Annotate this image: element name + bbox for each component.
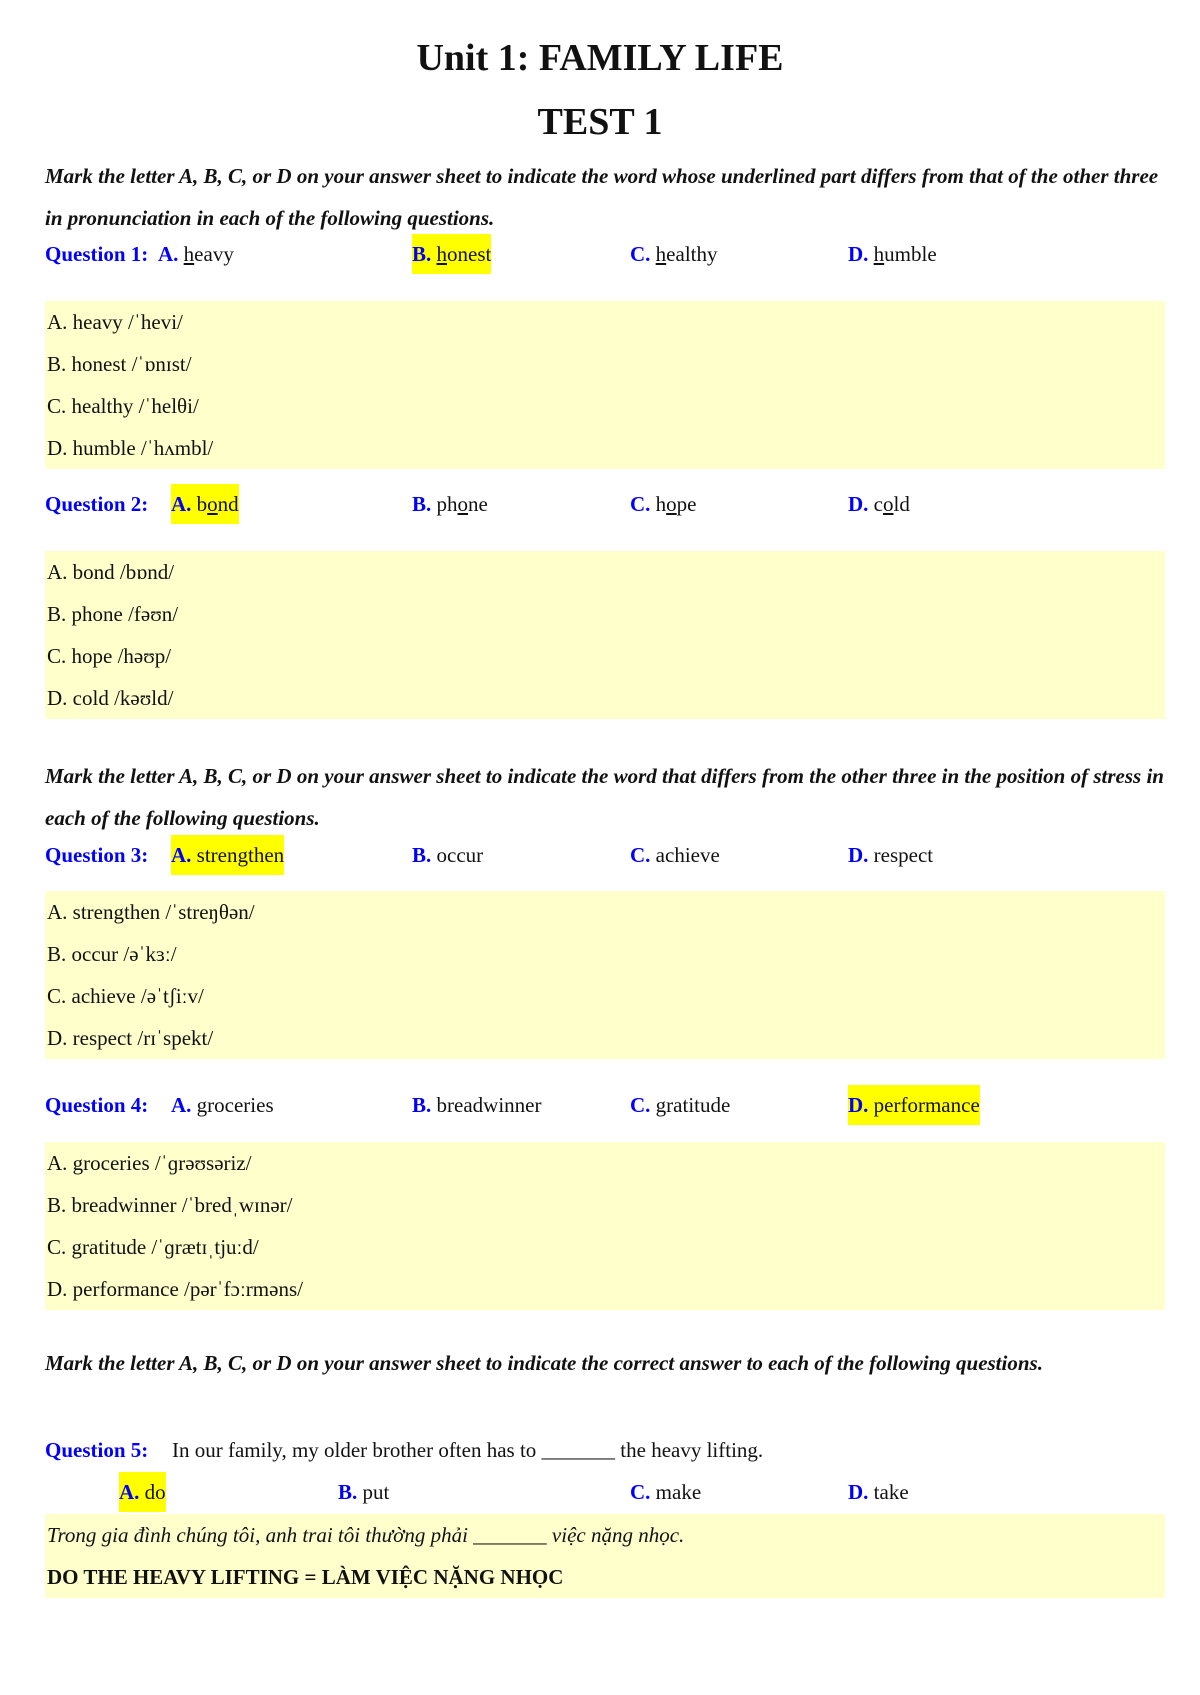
question-5-explanation [45, 1514, 1165, 1598]
question-1-label: Question 1: [45, 242, 149, 266]
question-4-option-c[interactable]: C. gratitude [630, 1093, 731, 1117]
question-4-option-a[interactable]: A. groceries [171, 1093, 274, 1117]
question-2-explanation [45, 551, 1165, 719]
stress-instruction: Mark the letter A, B, C, or D on your answer sheet to indicate the word that differs from the other three in the position of stress in each of the following questions. [45, 764, 1164, 830]
question-3-option-c[interactable]: C. achieve [630, 843, 720, 867]
question-1-option-c[interactable]: C. healthy [630, 242, 718, 266]
explanation-line: D. cold /kəʊld/ [47, 686, 174, 710]
question-1-explanation [45, 301, 1165, 469]
explanation-line: C. gratitude /ˈɡrætɪˌtjuːd/ [47, 1235, 259, 1259]
question-1-option-b[interactable]: B. honest [412, 234, 491, 274]
explanation-line: A. strengthen /ˈstreŋθən/ [47, 900, 255, 924]
explanation-line: A. heavy /ˈhevi/ [47, 310, 183, 334]
pronunciation-instruction: Mark the letter A, B, C, or D on your answer sheet to indicate the word whose underlined part differs from that of the other three in pronunciation in each of the following questions. [45, 164, 1159, 230]
question-3-option-d[interactable]: D. respect [848, 843, 934, 867]
question-3-explanation [45, 891, 1165, 1059]
explanation-line: C. hope /həʊp/ [47, 644, 172, 668]
explanation-line: A. groceries /ˈɡrəʊsəriz/ [47, 1151, 252, 1175]
question-5-option-a[interactable]: A. do [119, 1472, 166, 1512]
question-5-label: Question 5: [45, 1438, 149, 1462]
explanation-line: A. bond /bɒnd/ [47, 560, 175, 584]
explanation-line: C. healthy /ˈhelθi/ [47, 394, 199, 418]
question-5-text: In our family, my older brother often has to _______ the heavy lifting. [172, 1438, 764, 1462]
question-2-option-d[interactable]: D. cold [848, 492, 910, 516]
question-4-option-b[interactable]: B. breadwinner [412, 1093, 542, 1117]
explanation-line: D. humble /ˈhʌmbl/ [47, 436, 214, 460]
question-4-option-d[interactable]: D. performance [848, 1085, 980, 1125]
test-title: TEST 1 [537, 101, 663, 143]
question-4-label: Question 4: [45, 1093, 149, 1117]
document-title: Unit 1: FAMILY LIFE [416, 37, 784, 79]
question-5-option-b[interactable]: B. put [338, 1480, 390, 1504]
question-2-option-b[interactable]: B. phone [412, 492, 488, 516]
question-2-option-a[interactable]: A. bond [171, 484, 239, 524]
explanation-line: C. achieve /əˈtʃiːv/ [47, 984, 204, 1008]
explanation-line: B. honest /ˈɒnɪst/ [47, 352, 192, 376]
question-5-translation: Trong gia đình chúng tôi, anh trai tôi thường phải _______ việc nặng nhọc. [47, 1523, 685, 1547]
question-3-label: Question 3: [45, 843, 149, 867]
question-2-option-c[interactable]: C. hope [630, 492, 697, 516]
question-5-note: DO THE HEAVY LIFTING = LÀM VIỆC NẶNG NHỌC [47, 1565, 564, 1589]
question-3-option-b[interactable]: B. occur [412, 843, 484, 867]
question-1-option-a[interactable]: A. heavy [158, 242, 234, 266]
explanation-line: B. phone /fəʊn/ [47, 602, 179, 626]
explanation-line: B. occur /əˈkɜː/ [47, 942, 177, 966]
correct-answer-instruction: Mark the letter A, B, C, or D on your answer sheet to indicate the correct answer to each of the following questions. [45, 1351, 1043, 1375]
question-2-label: Question 2: [45, 492, 149, 516]
question-4-explanation [45, 1142, 1165, 1310]
question-3-option-a[interactable]: A. strengthen [171, 835, 284, 875]
question-5-option-d[interactable]: D. take [848, 1480, 909, 1504]
question-1-option-d[interactable]: D. humble [848, 242, 937, 266]
explanation-line: D. performance /pərˈfɔːrməns/ [47, 1277, 303, 1301]
explanation-line: D. respect /rɪˈspekt/ [47, 1026, 214, 1050]
explanation-line: B. breadwinner /ˈbredˌwɪnər/ [47, 1193, 293, 1217]
question-5-option-c[interactable]: C. make [630, 1480, 702, 1504]
